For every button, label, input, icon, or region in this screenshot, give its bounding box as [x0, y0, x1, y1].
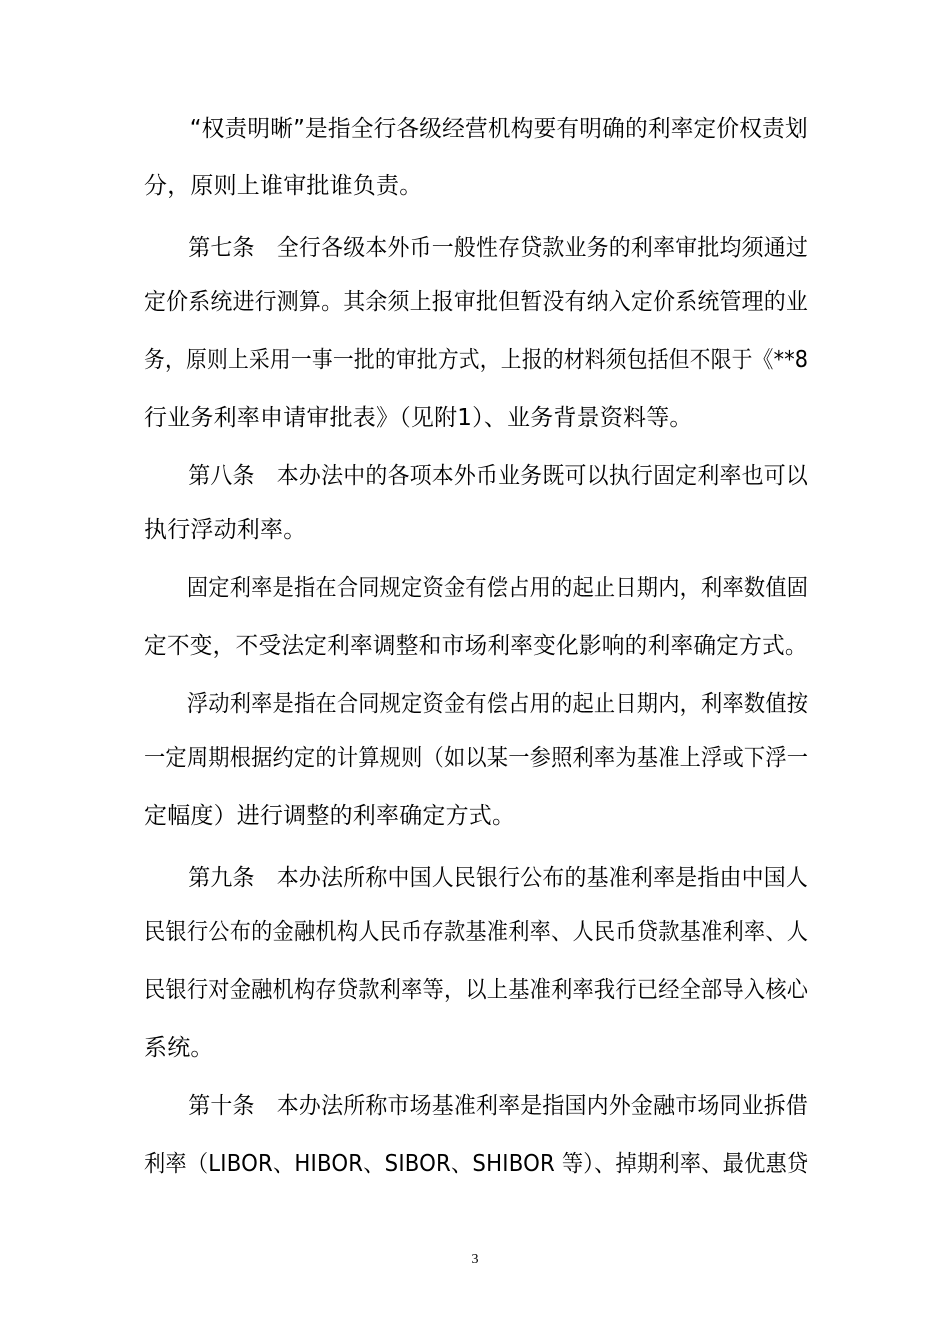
text-line: 第十条 本办法所称市场基准利率是指国内外金融市场同业拆借	[144, 1093, 808, 1119]
text-line: 行业务利率申请审批表》（见附1）、业务背景资料等。	[144, 405, 693, 431]
text-line: 浮动利率是指在合同规定资金有偿占用的起止日期内，利率数值按	[144, 691, 809, 717]
page-number: 3	[471, 1252, 479, 1267]
text-line: 民银行对金融机构存贷款利率等，以上基准利率我行已经全部导入核心	[144, 977, 809, 1003]
text-line: 第七条 全行各级本外币一般性存贷款业务的利率审批均须通过	[144, 235, 808, 261]
text-line: 系统。	[144, 1035, 214, 1061]
text-line: 务，原则上采用一事一批的审批方式，上报的材料须包括但不限于《**8	[144, 347, 809, 373]
text-line: 定不变，不受法定利率调整和市场利率变化影响的利率确定方式。	[144, 633, 808, 659]
text-line: 一定周期根据约定的计算规则（如以某一参照利率为基准上浮或下浮一	[144, 745, 809, 771]
text-line: 第八条 本办法中的各项本外币业务既可以执行固定利率也可以	[144, 463, 808, 489]
text-line: 执行浮动利率。	[144, 517, 307, 543]
text-line: 利率（LIBOR、HIBOR、SIBOR、SHIBOR 等）、掉期利率、最优惠贷	[144, 1151, 809, 1177]
text-line: 定幅度）进行调整的利率确定方式。	[144, 803, 516, 829]
text-line: “权责明晰”是指全行各级经营机构要有明确的利率定价权责划	[144, 116, 808, 142]
text-line: 分，原则上谁审批谁负责。	[144, 173, 423, 199]
text-line: 第九条 本办法所称中国人民银行公布的基准利率是指由中国人	[144, 865, 808, 891]
text-line: 民银行公布的金融机构人民币存款基准利率、人民币贷款基准利率、人	[144, 919, 809, 945]
text-line: 固定利率是指在合同规定资金有偿占用的起止日期内，利率数值固	[144, 575, 809, 601]
text-line: 定价系统进行测算。其余须上报审批但暂没有纳入定价系统管理的业	[144, 289, 808, 315]
